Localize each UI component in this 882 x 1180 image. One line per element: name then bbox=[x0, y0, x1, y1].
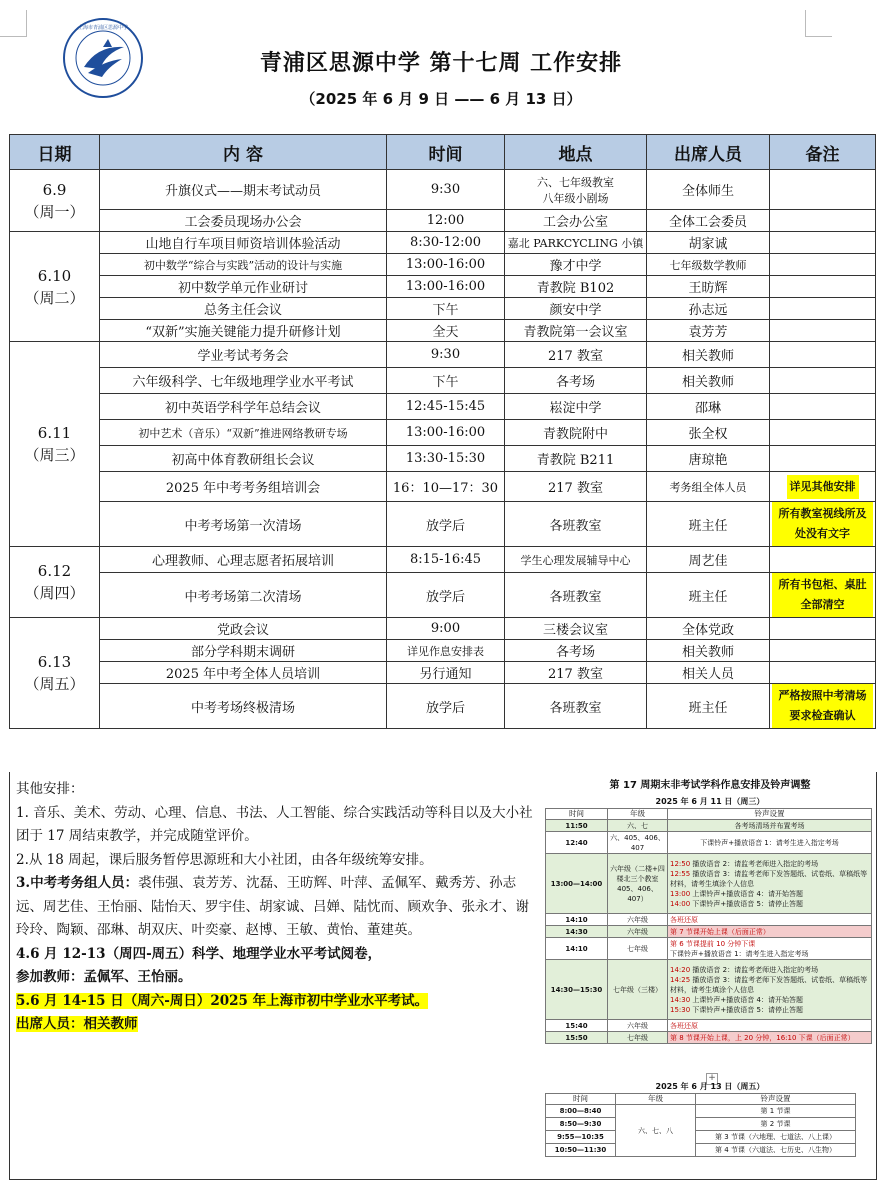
bell-header-cell: 铃声设置 bbox=[696, 1094, 856, 1105]
header-place: 地点 bbox=[505, 135, 647, 170]
people-cell: 相关人员 bbox=[647, 662, 770, 684]
time-cell: 12:45-15:45 bbox=[387, 394, 505, 420]
content-cell: 初中艺术（音乐）“双新”推进网络教研专场 bbox=[100, 420, 387, 446]
people-cell: 全体党政 bbox=[647, 618, 770, 640]
bell-grade: 六年级 bbox=[608, 914, 668, 926]
people-cell: 班主任 bbox=[647, 502, 770, 547]
content-cell: 学业考试考务会 bbox=[100, 342, 387, 368]
bell-row bbox=[546, 854, 872, 914]
bell-time: 14:10 bbox=[546, 914, 608, 926]
people-cell: 孙志远 bbox=[647, 298, 770, 320]
note-cell bbox=[770, 684, 876, 729]
content-cell: 中考考场终极清场 bbox=[100, 684, 387, 729]
place-cell: 颜安中学 bbox=[505, 298, 647, 320]
date-cell bbox=[10, 170, 100, 232]
time-cell: 9:00 bbox=[387, 618, 505, 640]
bell-setting: 第 6 节课提前 10 分钟下课 下课铃声+播放语音 1：请考生进入指定考场 bbox=[668, 938, 872, 960]
bell-setting: 各考场清场并布置考场 bbox=[668, 820, 872, 832]
bell-time: 15:40 bbox=[546, 1020, 608, 1032]
bell-time: 11:50 bbox=[546, 820, 608, 832]
other-item-1: 1. 音乐、美术、劳动、心理、信息、书法、人工智能、综合实践活动等科目以及大小社团于 17 周结束教学，并完成随堂评价。 bbox=[16, 804, 533, 844]
people-cell: 七年级数学教师 bbox=[647, 254, 770, 276]
bell-schedule-day1: 2025 年 6 月 11 日（周三） bbox=[655, 797, 765, 806]
note-cell bbox=[770, 298, 876, 320]
note-cell bbox=[770, 472, 876, 502]
time-cell: 8:30-12:00 bbox=[387, 232, 505, 254]
bell-time: 14:30—15:30 bbox=[546, 960, 608, 1020]
weekday-text: （周二） bbox=[24, 288, 85, 307]
weekday-text: （周五） bbox=[24, 675, 85, 693]
people-cell: 袁芳芳 bbox=[647, 320, 770, 342]
time-cell: 另行通知 bbox=[387, 662, 505, 684]
time-cell: 13:00-16:00 bbox=[387, 420, 505, 446]
table-row bbox=[10, 276, 876, 298]
bell-schedule-table-1 bbox=[545, 808, 872, 1044]
place-cell: 各班教室 bbox=[505, 684, 647, 729]
time-cell: 放学后 bbox=[387, 573, 505, 618]
table-row bbox=[10, 342, 876, 368]
other-item-4-people: 参加教师：孟佩军、王怡丽。 bbox=[16, 969, 192, 985]
date-text: 6.10 bbox=[37, 266, 72, 285]
crop-mark-left bbox=[0, 10, 27, 37]
date-cell bbox=[10, 547, 100, 618]
place-cell: 217 教室 bbox=[505, 472, 647, 502]
bell-row bbox=[546, 1131, 856, 1144]
table-row bbox=[10, 502, 876, 547]
note-cell bbox=[770, 502, 876, 547]
bell-row bbox=[546, 1144, 856, 1157]
time-cell: 9:30 bbox=[387, 342, 505, 368]
weekday-text: （周三） bbox=[24, 446, 85, 464]
crop-mark-right bbox=[805, 10, 832, 37]
content-cell: 2025 年中考考务组培训会 bbox=[100, 472, 387, 502]
other-item-3-label: 3.中考考务组人员： bbox=[16, 875, 139, 891]
bell-setting: 各班还原 bbox=[668, 1020, 872, 1032]
time-cell: 下午 bbox=[387, 368, 505, 394]
bell-time: 13:00—14:00 bbox=[546, 854, 608, 914]
note-cell bbox=[770, 420, 876, 446]
bell-schedule-table-2 bbox=[545, 1093, 856, 1157]
bell-grade: 七年级 bbox=[608, 1032, 668, 1044]
bell-row bbox=[546, 1118, 856, 1131]
bell-setting: 第 1 节课 bbox=[696, 1105, 856, 1118]
bell-setting: 12:50 播放语音 2：请监考老师进入指定的考场 12:55 播放语音 3：请监考老师下发答题纸、试卷纸、草稿纸等材料，请考生填涂个人信息 13:00 上课铃声+播放语音 4：请开始答题 14:00 下课铃声+播放语音 5：请停止答题 bbox=[668, 854, 872, 914]
table-row bbox=[10, 420, 876, 446]
header-date: 日期 bbox=[10, 135, 100, 170]
content-cell: 党政会议 bbox=[100, 618, 387, 640]
table-row bbox=[10, 210, 876, 232]
table-row bbox=[10, 170, 876, 210]
people-cell: 王昉辉 bbox=[647, 276, 770, 298]
header-content: 内 容 bbox=[100, 135, 387, 170]
table-row bbox=[10, 446, 876, 472]
content-cell: “双新”实施关键能力提升研修计划 bbox=[100, 320, 387, 342]
table-header-row bbox=[10, 135, 876, 170]
note-cell bbox=[770, 276, 876, 298]
place-cell: 嘉北 PARKCYCLING 小镇 bbox=[505, 232, 647, 254]
date-text: 6.11 bbox=[37, 424, 72, 442]
table-row bbox=[10, 232, 876, 254]
table-row bbox=[10, 472, 876, 502]
note-cell bbox=[770, 446, 876, 472]
bell-time: 10:50—11:30 bbox=[546, 1144, 616, 1157]
bell-row bbox=[546, 926, 872, 938]
note-cell bbox=[770, 170, 876, 210]
note-cell bbox=[770, 342, 876, 368]
table-row bbox=[10, 547, 876, 573]
table-row bbox=[10, 618, 876, 640]
time-cell: 放学后 bbox=[387, 684, 505, 729]
bell-grade: 六年级 bbox=[608, 926, 668, 938]
people-cell: 全体工会委员 bbox=[647, 210, 770, 232]
bell-setting: 第 7 节课开始上课（后面正常） bbox=[668, 926, 872, 938]
bell-setting: 下课铃声+播放语音 1：请考生进入指定考场 bbox=[668, 832, 872, 854]
people-cell: 张全权 bbox=[647, 420, 770, 446]
content-cell: 中考考场第二次清场 bbox=[100, 573, 387, 618]
bell-row bbox=[546, 938, 872, 960]
note-cell bbox=[770, 320, 876, 342]
note-cell bbox=[770, 662, 876, 684]
place-cell: 青教院 B102 bbox=[505, 276, 647, 298]
bell-time: 8:00—8:40 bbox=[546, 1105, 616, 1118]
table-row bbox=[10, 640, 876, 662]
people-cell: 唐琼艳 bbox=[647, 446, 770, 472]
content-cell: 总务主任会议 bbox=[100, 298, 387, 320]
bell-time: 9:55—10:35 bbox=[546, 1131, 616, 1144]
bell-grade: 六、405、406、407 bbox=[608, 832, 668, 854]
other-item-3 bbox=[16, 872, 536, 943]
bell-setting: 第 8 节课开始上课，上 20 分钟，16:10 下课（后面正常） bbox=[668, 1032, 872, 1044]
place-cell: 青教院 B211 bbox=[505, 446, 647, 472]
page-subtitle: （2025 年 6 月 9 日 —— 6 月 13 日） bbox=[300, 90, 582, 108]
date-cell bbox=[10, 618, 100, 729]
bell-row bbox=[546, 1032, 872, 1044]
place-cell: 学生心理发展辅导中心 bbox=[505, 547, 647, 573]
other-item-5-people: 出席人员：相关教师 bbox=[16, 1016, 138, 1032]
weekday-text: （周一） bbox=[24, 202, 85, 221]
content-cell: 初高中体育教研组长会议 bbox=[100, 446, 387, 472]
bell-schedule-title: 第 17 周期末非考试学科作息安排及铃声调整 bbox=[609, 780, 811, 791]
date-cell bbox=[10, 342, 100, 547]
place-cell: 工会办公室 bbox=[505, 210, 647, 232]
date-text: 6.9 bbox=[42, 180, 67, 199]
people-cell: 胡家诚 bbox=[647, 232, 770, 254]
note-highlight: 严格按照中考清场要求检查确认 bbox=[772, 684, 873, 728]
bell-header-cell: 时间 bbox=[546, 1094, 616, 1105]
bell-grade: 七年级（三楼） bbox=[608, 960, 668, 1020]
note-highlight: 详见其他安排 bbox=[787, 475, 859, 499]
table-row bbox=[10, 254, 876, 276]
note-cell bbox=[770, 232, 876, 254]
other-item-2: 2.从 18 周起，课后服务暂停思源班和大小社团，由各年级统筹安排。 bbox=[16, 851, 433, 868]
table-row bbox=[10, 684, 876, 729]
time-cell: 9:30 bbox=[387, 170, 505, 210]
people-cell: 邵琳 bbox=[647, 394, 770, 420]
content-cell: 2025 年中考全体人员培训 bbox=[100, 662, 387, 684]
note-highlight: 所有书包柜、桌肚全部清空 bbox=[772, 573, 873, 617]
note-cell bbox=[770, 394, 876, 420]
bell-setting: 第 2 节课 bbox=[696, 1118, 856, 1131]
bell-grade: 六年级（二楼+四楼北三个教室 405、406、407） bbox=[608, 854, 668, 914]
place-cell: 青教院附中 bbox=[505, 420, 647, 446]
bell-time: 14:10 bbox=[546, 938, 608, 960]
content-cell: 初中英语学科学年总结会议 bbox=[100, 394, 387, 420]
content-cell: 部分学科期末调研 bbox=[100, 640, 387, 662]
note-cell bbox=[770, 640, 876, 662]
time-cell: 下午 bbox=[387, 298, 505, 320]
other-title: 其他安排： bbox=[16, 781, 84, 797]
bell-row bbox=[546, 960, 872, 1020]
content-cell: 工会委员现场办公会 bbox=[100, 210, 387, 232]
header-people: 出席人员 bbox=[647, 135, 770, 170]
bell-header-cell: 铃声设置 bbox=[668, 809, 872, 820]
bell-time: 12:40 bbox=[546, 832, 608, 854]
weekday-text: （周四） bbox=[24, 584, 85, 602]
place-cell: 217 教室 bbox=[505, 662, 647, 684]
page-title: 青浦区思源中学 第十七周 工作安排 bbox=[259, 51, 623, 76]
time-cell: 13:00-16:00 bbox=[387, 254, 505, 276]
table-row bbox=[10, 394, 876, 420]
bell-setting: 各班还原 bbox=[668, 914, 872, 926]
other-item-3-text: 裘伟强、袁芳芳、沈磊、王昉辉、叶萍、孟佩军、戴秀芳、孙志远、周艺佳、王怡丽、陆怡天、罗宇佳、胡家诚、吕婵、陆忱而、顾欢争、张永才、谢玲玲、陶颖、邵琳、胡双庆、叶奕豪、赵博、王敏、黄怡、董建英。 bbox=[16, 875, 529, 938]
place-cell: 各班教室 bbox=[505, 502, 647, 547]
content-cell: 六年级科学、七年级地理学业水平考试 bbox=[100, 368, 387, 394]
bell-header-cell: 年级 bbox=[616, 1094, 696, 1105]
bell-row bbox=[546, 1020, 872, 1032]
bell-row bbox=[546, 820, 872, 832]
bell-setting: 第 3 节课（六地理、七道法、八上课） bbox=[696, 1131, 856, 1144]
bell-grade: 七年级 bbox=[608, 938, 668, 960]
place-cell: 各班教室 bbox=[505, 573, 647, 618]
place-cell: 三楼会议室 bbox=[505, 618, 647, 640]
time-cell: 13:30-15:30 bbox=[387, 446, 505, 472]
other-arrangements bbox=[16, 778, 536, 1037]
note-cell bbox=[770, 210, 876, 232]
time-cell: 12:00 bbox=[387, 210, 505, 232]
date-text: 6.12 bbox=[37, 562, 72, 580]
place-cell: 各考场 bbox=[505, 640, 647, 662]
bell-row bbox=[546, 914, 872, 926]
note-cell bbox=[770, 618, 876, 640]
bell-row bbox=[546, 832, 872, 854]
place-cell: 豫才中学 bbox=[505, 254, 647, 276]
people-cell: 相关教师 bbox=[647, 640, 770, 662]
date-text: 6.13 bbox=[37, 653, 72, 671]
bell-grade: 六年级 bbox=[608, 1020, 668, 1032]
bell-schedule-day2: 2025 年 6 月 13 日（周五） bbox=[655, 1082, 765, 1091]
header-time: 时间 bbox=[387, 135, 505, 170]
time-cell: 13:00-16:00 bbox=[387, 276, 505, 298]
bell-time: 14:30 bbox=[546, 926, 608, 938]
bell-row bbox=[546, 1105, 856, 1118]
other-item-5: 5.6 月 14-15 日（周六-周日）2025 年上海市初中学业水平考试。 bbox=[16, 992, 429, 1009]
note-cell bbox=[770, 368, 876, 394]
content-cell: 山地自行车项目师资培训体验活动 bbox=[100, 232, 387, 254]
note-cell bbox=[770, 573, 876, 618]
table-row bbox=[10, 298, 876, 320]
content-cell: 初中数学单元作业研讨 bbox=[100, 276, 387, 298]
table-row bbox=[10, 662, 876, 684]
people-cell: 全体师生 bbox=[647, 170, 770, 210]
bell-grade: 六、七 bbox=[608, 820, 668, 832]
bell-setting: 第 4 节课（六道法、七历史、八生物） bbox=[696, 1144, 856, 1157]
date-cell bbox=[10, 232, 100, 342]
table-row bbox=[10, 368, 876, 394]
people-cell: 班主任 bbox=[647, 573, 770, 618]
people-cell: 相关教师 bbox=[647, 342, 770, 368]
table-row bbox=[10, 320, 876, 342]
expand-icon: + bbox=[706, 1073, 718, 1085]
people-cell: 相关教师 bbox=[647, 368, 770, 394]
place-cell: 217 教室 bbox=[505, 342, 647, 368]
bell-time: 8:50—9:30 bbox=[546, 1118, 616, 1131]
content-cell: 中考考场第一次清场 bbox=[100, 502, 387, 547]
time-cell: 16：10—17：30 bbox=[387, 472, 505, 502]
place-cell: 崧淀中学 bbox=[505, 394, 647, 420]
header-note: 备注 bbox=[770, 135, 876, 170]
bell-grade: 六、七、八 bbox=[616, 1105, 696, 1157]
note-cell bbox=[770, 254, 876, 276]
note-cell bbox=[770, 547, 876, 573]
bell-header-cell: 年级 bbox=[608, 809, 668, 820]
table-row bbox=[10, 573, 876, 618]
time-cell: 全天 bbox=[387, 320, 505, 342]
content-cell: 心理教师、心理志愿者拓展培训 bbox=[100, 547, 387, 573]
bell-header-cell: 时间 bbox=[546, 809, 608, 820]
time-cell: 详见作息安排表 bbox=[387, 640, 505, 662]
time-cell: 放学后 bbox=[387, 502, 505, 547]
content-cell: 升旗仪式——期末考试动员 bbox=[100, 170, 387, 210]
bell-time: 15:50 bbox=[546, 1032, 608, 1044]
time-cell: 8:15-16:45 bbox=[387, 547, 505, 573]
people-cell: 考务组全体人员 bbox=[647, 472, 770, 502]
other-item-4: 4.6 月 12-13（周四-周五）科学、地理学业水平考试阅卷， bbox=[16, 945, 382, 962]
people-cell: 班主任 bbox=[647, 684, 770, 729]
place-cell: 六、七年级教室 八年级小剧场 bbox=[505, 170, 647, 210]
svg-text:上海市青浦区思源中学: 上海市青浦区思源中学 bbox=[77, 25, 129, 31]
people-cell: 周艺佳 bbox=[647, 547, 770, 573]
place-cell: 青教院第一会议室 bbox=[505, 320, 647, 342]
note-highlight: 所有教室视线所及处没有文字 bbox=[772, 502, 873, 546]
weekly-schedule-table bbox=[9, 134, 876, 729]
place-cell: 各考场 bbox=[505, 368, 647, 394]
content-cell: 初中数学“综合与实践”活动的设计与实施 bbox=[100, 254, 387, 276]
bell-setting: 14:20 播放语音 2：请监考老师进入指定的考场 14:25 播放语音 3：请监考老师下发答题纸、试卷纸、草稿纸等材料，请考生填涂个人信息 14:30 上课铃声+播放语音 4：请开始答题 15:30 下课铃声+播放语音 5：请停止答题 bbox=[668, 960, 872, 1020]
